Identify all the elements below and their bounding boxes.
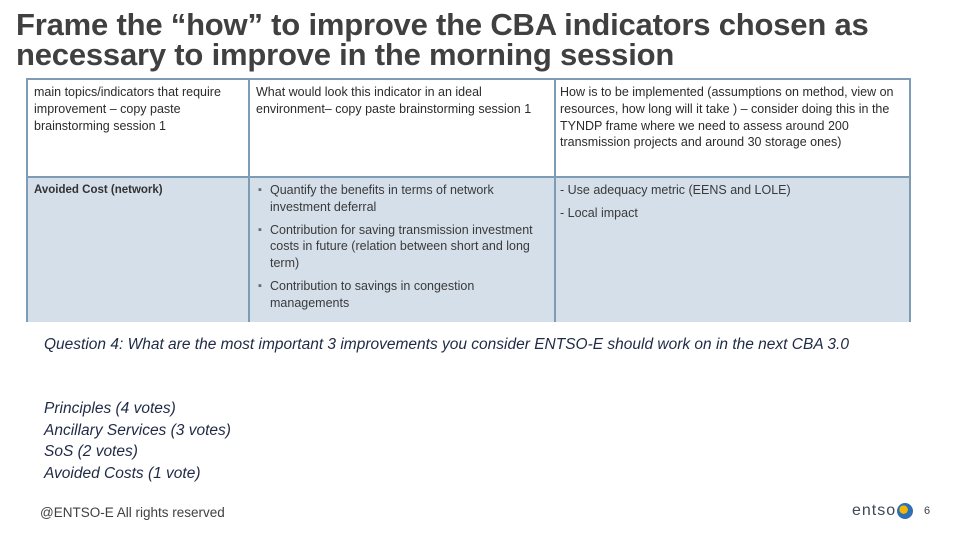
logo-text: entso	[852, 502, 897, 519]
entsoe-logo	[852, 500, 913, 522]
list-item: ▪ Contribution for saving transmission investment costs in future (relation between short and long term)	[258, 222, 533, 271]
page-number: 6	[924, 505, 931, 517]
vote-result-item: Avoided Costs (1 vote)	[44, 464, 201, 482]
question-text: Question 4: What are the most important 3 improvements you consider ENTSO-E should work on in the next CBA 3.0	[44, 336, 849, 353]
implementation-item: - Use adequacy metric (EENS and LOLE)	[560, 183, 791, 197]
header-topics: main topics/indicators that require improvement – copy paste brainstorming session 1	[28, 80, 248, 176]
header-implementation: How is to be implemented (assumptions on method, view on resources, how long will it take ) – consider doing this in the TYNDP frame where we need to assess around 200 transmission projects and around 30 storage ones)	[554, 80, 909, 176]
vote-result-item: Ancillary Services (3 votes)	[44, 421, 231, 439]
slide-title: Frame the “how” to improve the CBA indicators chosen as necessary to improve in the morning session	[16, 7, 869, 72]
list-item: ▪ Contribution to savings in congestion managements	[258, 278, 475, 310]
bullet-icon: ▪	[258, 223, 262, 236]
table-row	[28, 176, 909, 322]
cba-table	[26, 78, 911, 322]
vote-results	[44, 398, 444, 484]
bullet-icon: ▪	[258, 184, 262, 196]
ideal-cell	[248, 178, 554, 322]
topic-cell	[28, 178, 248, 322]
bullet-icon: ▪	[258, 279, 262, 292]
table-header-row	[28, 80, 909, 176]
logo-mark-icon	[897, 503, 913, 519]
ideal-list	[256, 182, 548, 312]
implementation-item: - Local impact	[560, 205, 638, 220]
header-ideal: What would look this indicator in an ideal environment– copy paste brainstorming session 1	[248, 80, 554, 176]
copyright-notice: @ENTSO-E All rights reserved	[40, 505, 225, 520]
vote-result-item: Principles (4 votes)	[44, 400, 176, 417]
list-item: ▪ Quantify the benefits in terms of network investment deferral	[258, 183, 494, 214]
topic-label: Avoided Cost (network)	[34, 184, 163, 196]
vote-result-item: SoS (2 votes)	[44, 443, 138, 460]
implementation-cell	[554, 178, 909, 322]
